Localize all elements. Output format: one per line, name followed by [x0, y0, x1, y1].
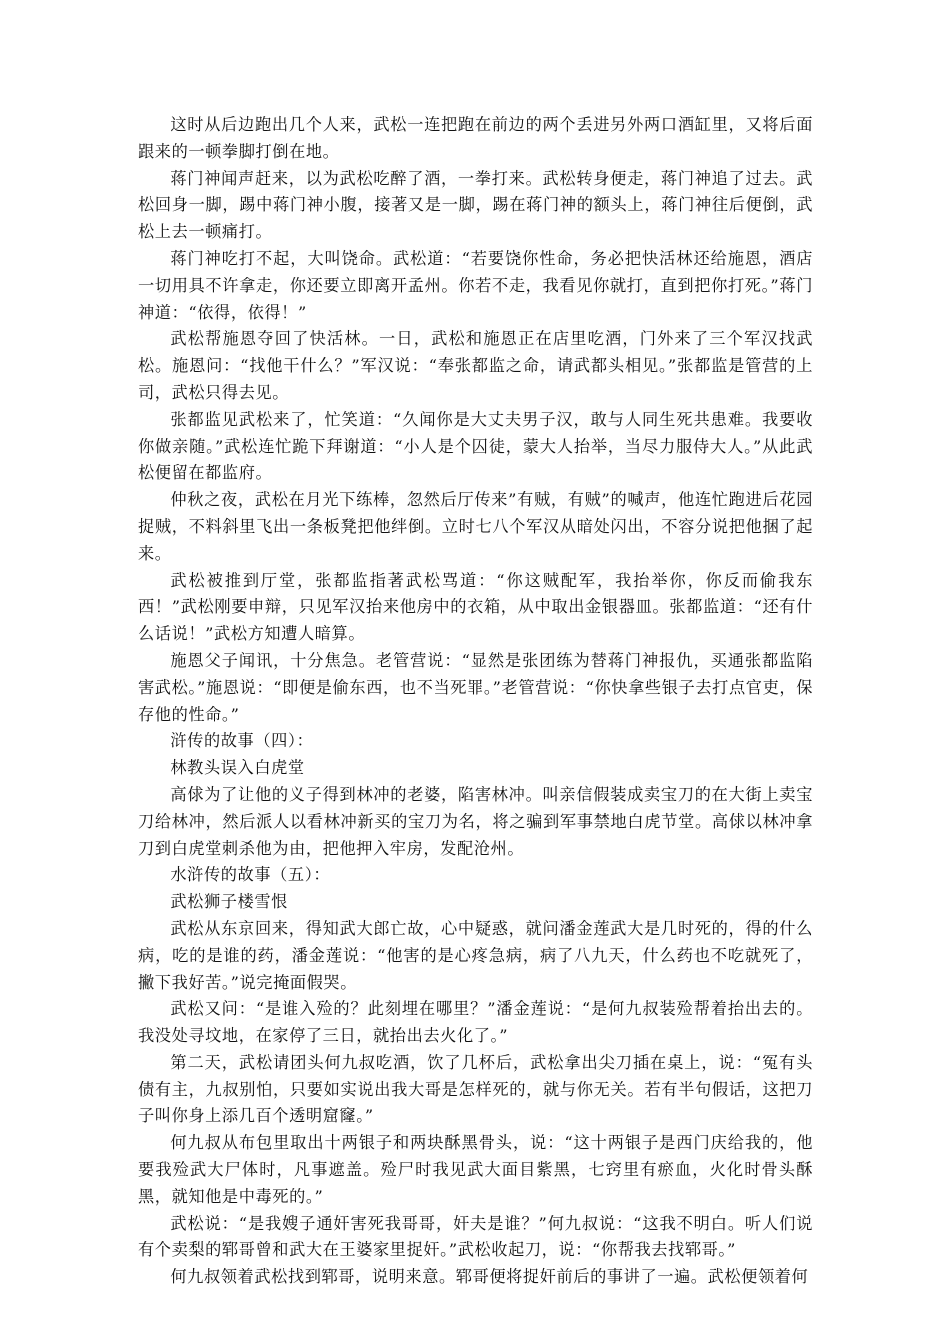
paragraph-5: 张都监见武松来了，忙笑道：“久闻你是大丈夫男子汉，敢与人同生死共患难。我要收你做亲随。”武松连忙跪下拜谢道：“小人是个囚徒，蒙大人抬举，当尽力服侍大人。”从此武松便留在都监府。 — [138, 409, 813, 483]
story-title-4: 林教头误入白虎堂 — [170, 758, 305, 778]
section-heading-4: 浒传的故事（四）： — [170, 731, 314, 751]
paragraph-15: 何九叔领着武松找到郓哥，说明来意。郓哥便将捉奸前后的事讲了一遍。武松便领着何 — [170, 1267, 809, 1287]
paragraph-8: 施恩父子闻讯，十分焦急。老管营说：“显然是张团练为替蒋门神报仇，买通张都监陷害武松。”施恩说：“即便是偷东西，也不当死罪。”老管营说：“你快拿些银子去打点官吏，保存他的性命。” — [138, 650, 813, 724]
paragraph-14: 武松说：“是我嫂子通奸害死我哥哥，奸夫是谁？”何九叔说：“这我不明白。听人们说有个卖梨的郓哥曾和武大在王婆家里捉奸。”武松收起刀，说：“你帮我去找郓哥。” — [138, 1213, 813, 1260]
paragraph-12: 第二天，武松请团头何九叔吃酒，饮了几杯后，武松拿出尖刀插在桌上，说：“冤有头债有主，九叔别怕，只要如实说出我大哥是怎样死的，就与你无关。若有半句假话，这把刀子叫你身上添几百个透明窟窿。” — [138, 1052, 813, 1126]
paragraph-9: 高俅为了让他的义子得到林冲的老婆，陷害林冲。叫亲信假装成卖宝刀的在大街上卖宝刀给林冲，然后派人以看林冲新买的宝刀为名，将之骗到军事禁地白虎节堂。高俅以林冲拿刀到白虎堂刺杀他为由，把他押入牢房，发配沧州。 — [138, 784, 813, 858]
paragraph-13: 何九叔从布包里取出十两银子和两块酥黑骨头，说：“这十两银子是西门庆给我的，他要我殓武大尸体时，凡事遮盖。殓尸时我见武大面目紫黑，七窍里有瘀血，火化时骨头酥黑，就知他是中毒死的。” — [138, 1133, 813, 1206]
document-page — [138, 112, 813, 1291]
paragraph-6: 仲秋之夜，武松在月光下练棒，忽然后厅传来”有贼，有贼”的喊声，他连忙跑进后花园捉贼，不料斜里飞出一条板凳把他绊倒。立时七八个军汉从暗处闪出，不容分说把他捆了起来。 — [138, 490, 813, 563]
story-title-5: 武松狮子楼雪恨 — [170, 892, 288, 912]
paragraph-1: 这时从后边跑出几个人来，武松一连把跑在前边的两个丢进另外两口酒缸里，又将后面跟来的一顿拳脚打倒在地。 — [138, 115, 813, 161]
paragraph-7: 武松被推到厅堂，张都监指著武松骂道：“你这贼配军，我抬举你，你反而偷我东西！”武松刚要申辩，只见军汉抬来他房中的衣箱，从中取出金银器皿。张都监道：“还有什么话说！”武松方知遭人暗算。 — [138, 570, 813, 644]
section-heading-5: 水浒传的故事（五）： — [170, 865, 331, 885]
paragraph-4: 武松帮施恩夺回了快活林。一日，武松和施恩正在店里吃酒，门外来了三个军汉找武松。施恩问：“找他干什么？”军汉说：“奉张都监之命，请武都头相见。”张都监是管营的上司，武松只得去见。 — [138, 329, 813, 402]
paragraph-2: 蒋门神闻声赶来，以为武松吃醉了酒，一拳打来。武松转身便走，蒋门神追了过去。武松回身一脚，踢中蒋门神小腹，接著又是一脚，踢在蒋门神的额头上，蒋门神往后便倒，武松上去一顿痛打。 — [138, 168, 813, 242]
paragraph-3: 蒋门神吃打不起，大叫饶命。武松道：“若要饶你性命，务必把快活林还给施恩，酒店一切用具不许拿走，你还要立即离开孟州。你若不走，我看见你就打，直到把你打死。”蒋门神道：“依得，依得！” — [138, 248, 813, 322]
paragraph-11: 武松又问：“是谁入殓的？此刻埋在哪里？”潘金莲说：“是何九叔装殓帮着抬出去的。我没处寻坟地，在家停了三日，就抬出去火化了。” — [138, 999, 813, 1046]
paragraph-10: 武松从东京回来，得知武大郎亡故，心中疑惑，就问潘金莲武大是几时死的，得的什么病，吃的是谁的药，潘金莲说：“他害的是心疼急病，病了八九天，什么药也不吃就死了，撇下我好苦。”说完掩面假哭。 — [138, 918, 813, 992]
